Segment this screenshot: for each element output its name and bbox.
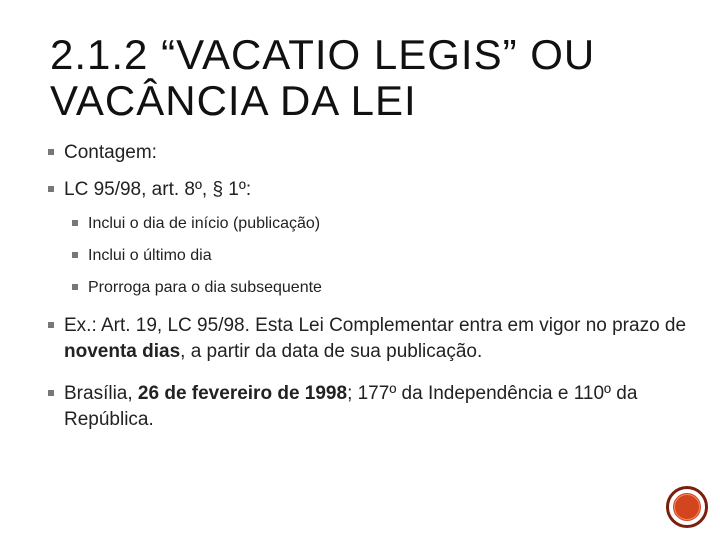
circle-button-icon[interactable] <box>666 486 708 528</box>
bullet-text: Brasília, <box>64 383 138 404</box>
sub-bullet-text: Prorroga para o dia subsequente <box>88 279 322 296</box>
title-line-1: 2.1.2 “VACATIO LEGIS” OU <box>50 31 596 78</box>
bullet-bold-text: noventa dias <box>64 341 181 362</box>
bullet-brasilia <box>48 381 688 433</box>
bullet-list <box>48 140 688 433</box>
sub-bullet-text: Inclui o último dia <box>88 247 212 264</box>
bullet-lc <box>48 177 688 203</box>
sub-bullet-inicio <box>48 213 688 235</box>
sub-bullet-ultimo <box>48 245 688 267</box>
bullet-marker-icon <box>72 252 78 258</box>
bullet-text: , a partir da data de sua publicação. <box>180 341 483 362</box>
bullet-marker-icon <box>48 186 54 192</box>
bullet-marker-icon <box>48 149 54 155</box>
bullet-text: ; 177º da Independência e 110º da República. <box>64 383 638 430</box>
title-line-2: VACÂNCIA DA LEI <box>50 77 417 124</box>
bullet-marker-icon <box>72 220 78 226</box>
slide-title <box>50 32 670 124</box>
circle-button-ring <box>671 491 703 523</box>
bullet-text: Ex.: Art. 19, LC 95/98. Esta Lei Complementar entra em vigor no prazo de <box>64 315 687 336</box>
bullet-bold-text: 26 de fevereiro de 1998 <box>137 383 348 404</box>
bullet-marker-icon <box>48 390 54 396</box>
bullet-text: LC 95/98, art. 8º, § 1º: <box>64 179 252 200</box>
circle-button-center <box>674 494 700 520</box>
sub-bullet-text: Inclui o dia de início (publicação) <box>88 215 321 232</box>
sub-bullet-prorroga <box>48 277 688 299</box>
bullet-contagem <box>48 140 688 166</box>
bullet-exemplo <box>48 313 688 365</box>
bullet-marker-icon <box>72 284 78 290</box>
bullet-marker-icon <box>48 322 54 328</box>
bullet-text: Contagem: <box>64 142 157 163</box>
